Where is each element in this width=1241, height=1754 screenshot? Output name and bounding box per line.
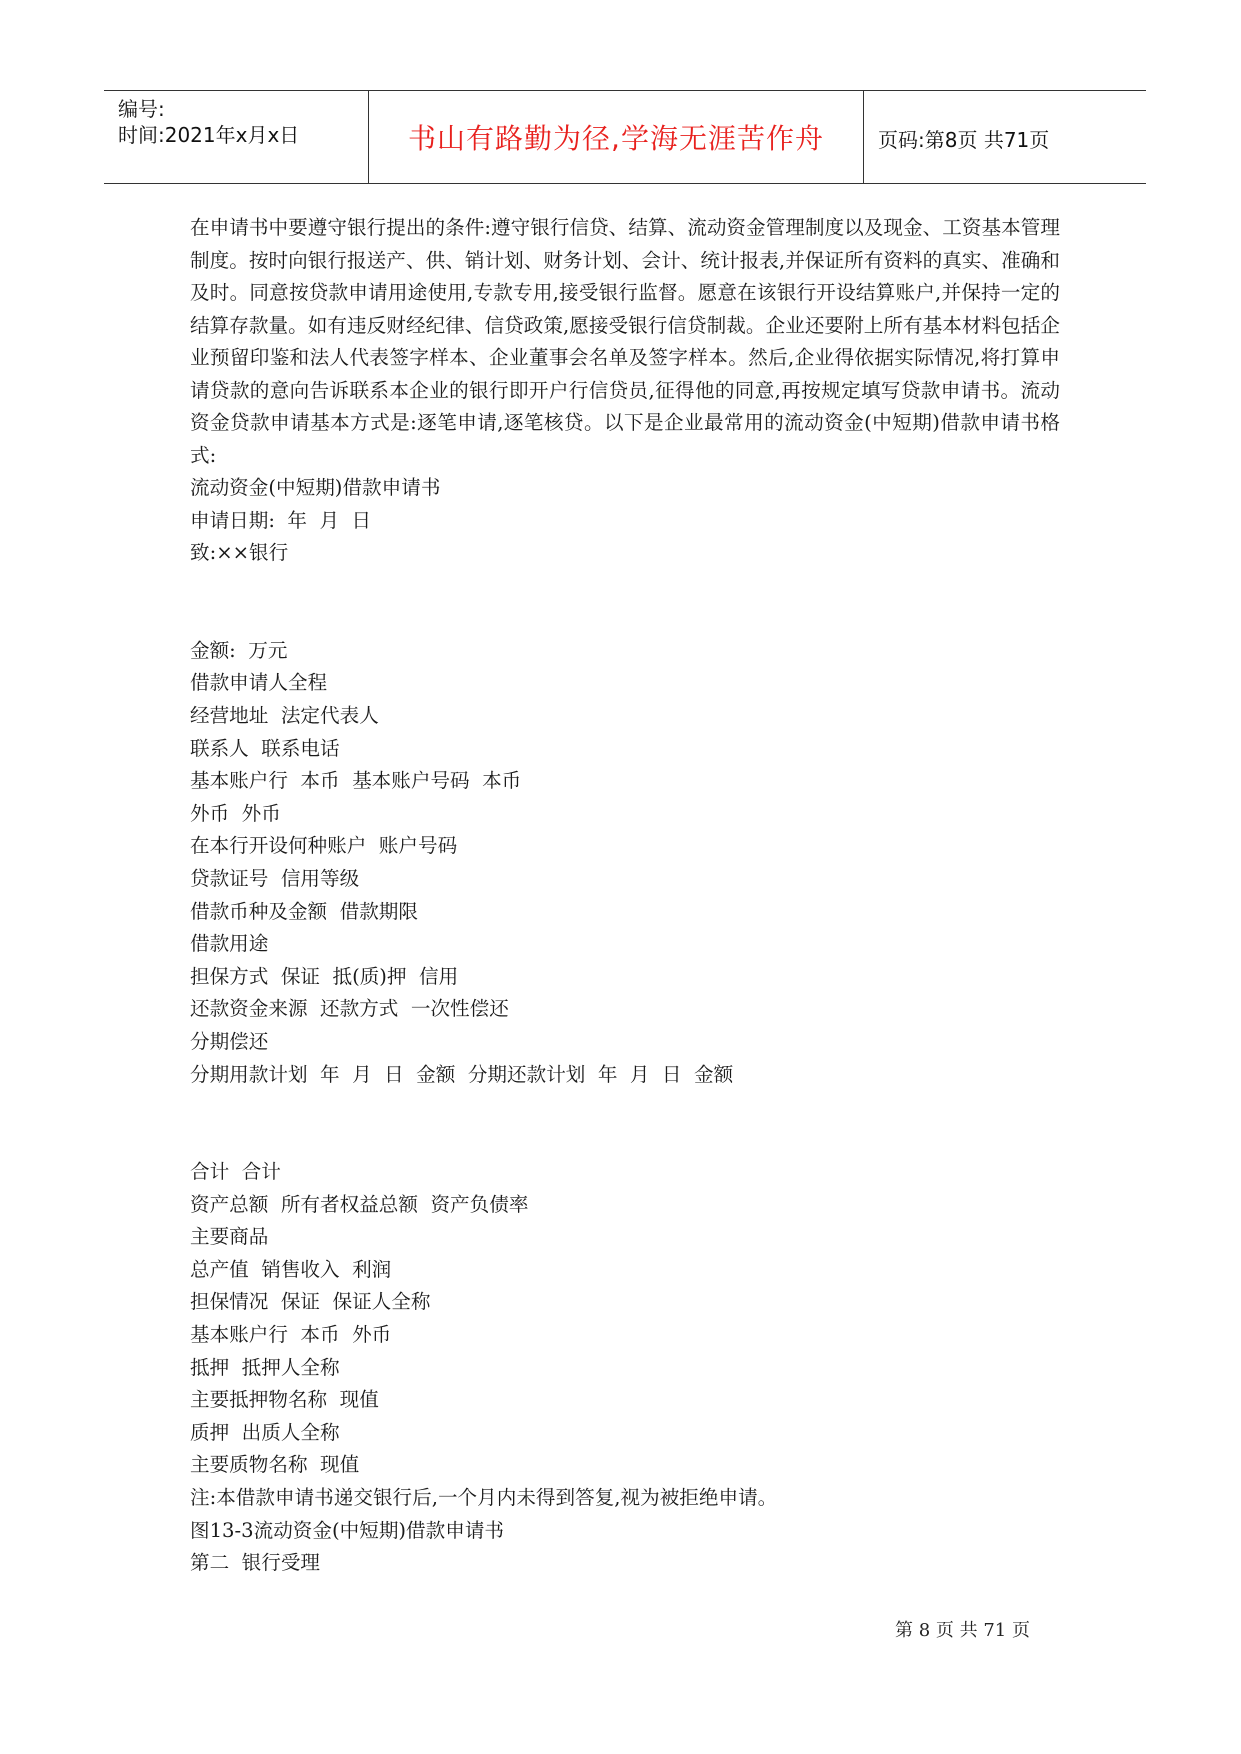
header-motto-cell [369,91,864,183]
spacer [190,1091,1060,1156]
form-line: 还款资金来源 还款方式 一次性偿还 [190,997,509,1021]
document-body [190,212,1060,1580]
form-line: 资产总额 所有者权益总额 资产负债率 [190,1192,529,1216]
form-line: 抵押 抵押人全称 [190,1355,340,1379]
document-number-label: 编号: [118,97,165,121]
form-line: 外币 外币 [190,801,281,825]
intro-paragraph: 在申请书中要遵守银行提出的条件:遵守银行信贷、结算、流动资金管理制度以及现金、工资基本管理制度。按时向银行报送产、供、销计划、财务计划、会计、统计报表,并保证所有资料的真实、准确和及时。同意按贷款申请用途使用,专款专用,接受银行监督。愿意在该银行开设结算账户,并保持一定的结算存款量。如有违反财经纪律、信贷政策,愿接受银行信贷制裁。企业还要附上所有基本材料包括企业预留印鉴和法人代表签字样本、企业董事会名单及签字样本。然后,企业得依据实际情况,将打算申请贷款的意向告诉联系本企业的银行即开户行信贷员,征得他的同意,再按规定填写贷款申请书。流动资金贷款申请基本方式是:逐笔申请,逐笔核贷。以下是企业最常用的流动资金(中短期)借款申请书格式: [190,216,1060,467]
spacer [190,570,1060,635]
form-line: 在本行开设何种账户 账户号码 [190,834,458,858]
form-line: 借款申请人全程 [190,671,328,695]
form-fields-section-a [190,635,1060,1091]
form-line: 注:本借款申请书递交银行后,一个月内未得到答复,视为被拒绝申请。 [190,1486,778,1510]
form-fields-section-b [190,1156,1060,1580]
header-page-cell [864,91,1146,183]
form-line: 基本账户行 本币 外币 [190,1323,392,1347]
page-header [104,90,1146,184]
form-line: 合计 合计 [190,1160,281,1184]
form-title: 流动资金(中短期)借款申请书 [190,476,441,499]
form-line: 主要商品 [190,1225,269,1249]
form-line: 借款币种及金额 借款期限 [190,899,418,923]
header-motto: 书山有路勤为径,学海无涯苦作舟 [408,122,824,155]
form-line: 总产值 销售收入 利润 [190,1257,392,1281]
to-bank: 致:××银行 [190,541,289,565]
form-line: 贷款证号 信用等级 [190,866,360,890]
form-line: 第二 银行受理 [190,1551,321,1575]
form-line: 分期偿还 [190,1029,269,1053]
apply-date: 申请日期: 年 月 日 [190,508,372,532]
header-page-number: 页码:第8页 共71页 [878,128,1050,152]
document-time-label: 时间:2021年x月x日 [118,123,300,147]
form-line: 基本账户行 本币 基本账户号码 本币 [190,769,522,793]
form-line: 经营地址 法定代表人 [190,703,379,727]
form-line: 质押 出质人全称 [190,1420,340,1444]
form-line: 主要质物名称 现值 [190,1453,360,1477]
form-line: 担保情况 保证 保证人全称 [190,1290,431,1314]
form-line: 担保方式 保证 抵(质)押 信用 [190,964,459,988]
header-meta-cell [104,91,369,183]
form-line: 借款用途 [190,932,269,956]
form-line: 分期用款计划 年 月 日 金额 分期还款计划 年 月 日 金额 [190,1062,734,1086]
form-line: 图13-3流动资金(中短期)借款申请书 [190,1518,505,1542]
form-line: 金额: 万元 [190,638,288,662]
form-line: 联系人 联系电话 [190,736,340,760]
page-footer: 第 8 页 共 71 页 [895,1620,1030,1641]
form-line: 主要抵押物名称 现值 [190,1388,379,1412]
